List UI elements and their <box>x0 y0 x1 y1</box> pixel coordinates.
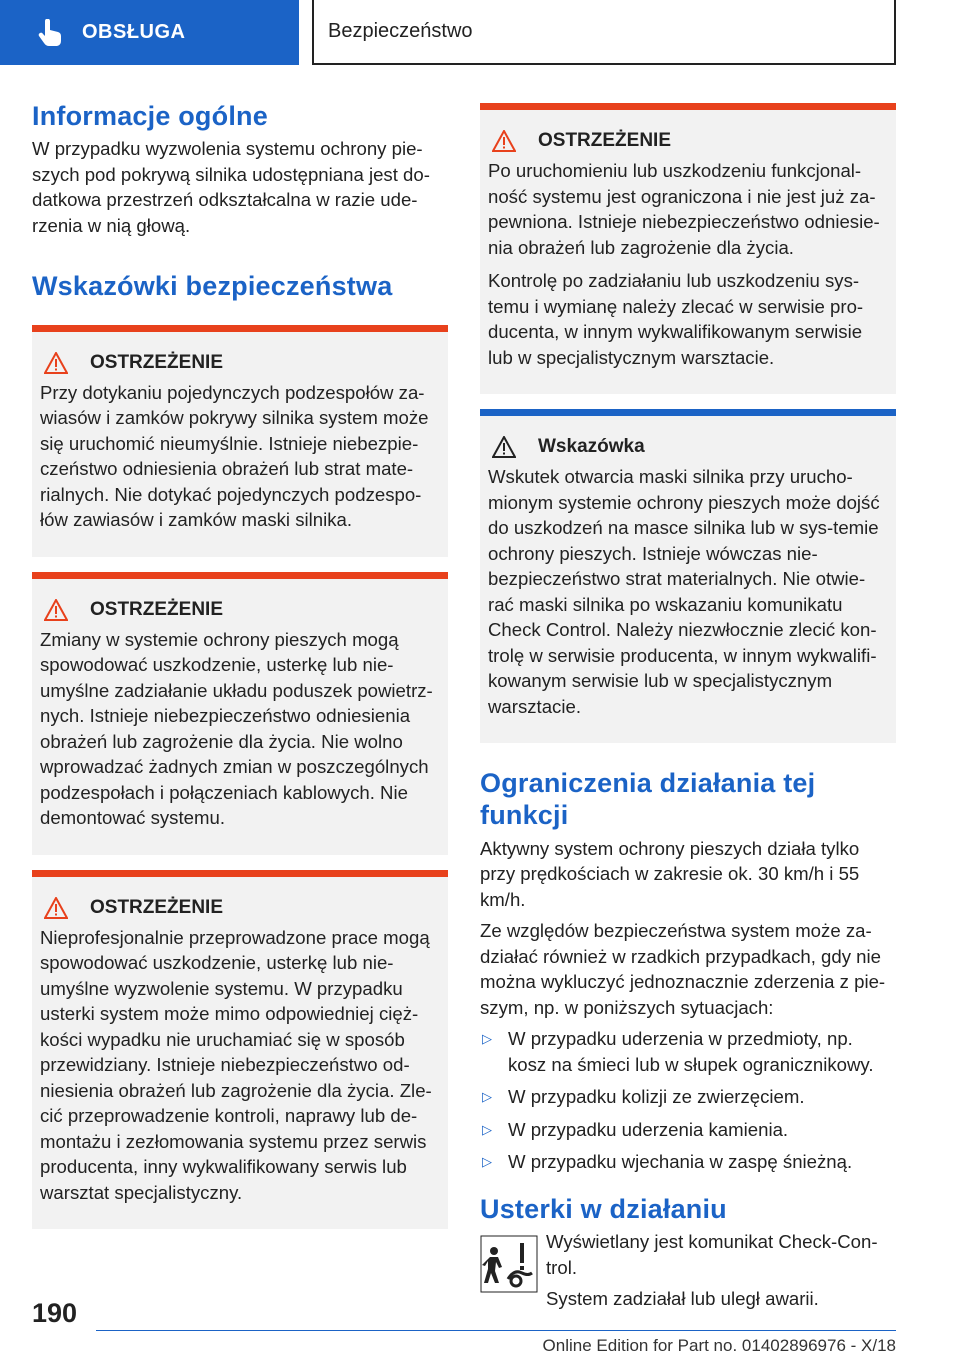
list-item: ▷ W przypadku kolizji ze zwierzęciem. <box>480 1084 896 1110</box>
warning-title: OSTRZEŻENIE <box>90 598 224 620</box>
warning-triangle-icon <box>44 599 68 621</box>
section-label: OBSŁUGA <box>82 21 186 43</box>
heading-limitations: Ograniczenia działania tej funkcji <box>480 768 816 831</box>
fault-message-1: Wyświetlany jest komunikat Check-Con-trol. <box>546 1231 878 1278</box>
note-triangle-icon <box>492 436 516 458</box>
warning-box-3 <box>32 870 448 1230</box>
warning-box-4 <box>480 103 896 394</box>
triangle-bullet-icon: ▷ <box>482 1154 492 1170</box>
warning-box-1 <box>32 325 448 557</box>
fault-message-2: System zadziałał lub uległ awarii. <box>546 1288 819 1310</box>
note-text: Wskutek otwarcia maski silnika przy urucho-mionym systemie ochrony pieszych może dojść do uszkodzeń na masce silnika lub w sys-temie ochrony pieszych. Istnieje wówczas nie-bezpieczeństwo strat materialnych. Nie otwie-rać maski silnika po wskazaniu komunikatu Check Control. Należy niezwłocznie zlecić kon-trolę w serwisie producenta, w innym wykwalifi-kowanym serwisie lub w specjalistycznym warsztacie. <box>488 466 880 717</box>
paragraph-limitations-1: Aktywny system ochrony pieszych działa tylko przy prędkościach w zakresie ok. 30 km/h i 55 km/h. <box>480 837 860 910</box>
triangle-bullet-icon: ▷ <box>482 1121 492 1137</box>
pedestrian-warning-icon <box>480 1235 538 1293</box>
situations-list <box>480 1026 896 1175</box>
warning-text: Po uruchomieniu lub uszkodzeniu funkcjonal-ność systemu jest ograniczona i nie jest już za-pewniona. Istnieje niebezpieczeństwo odniesie-nia obrażeń lub zagrożenie dla życia. <box>488 160 880 258</box>
warning-text: Kontrolę po zadziałaniu lub uszkodzeniu sys-temu i wymianę należy zlecać w serwisie pro-ducenta, w innym wykwalifikowanym serwisie lub w specjalistycznym warsztacie. <box>488 270 864 368</box>
warning-title: OSTRZEŻENIE <box>538 130 672 151</box>
left-column <box>32 100 448 1229</box>
paragraph-limitations-2: Ze względów bezpieczeństwa system może za-działać również w rzadkich przypadkach, gdy nie można wykluczyć jednoznacznie zderzenia z pie-szym, np. w poniższych sytuacjach: <box>480 920 886 1018</box>
hand-pointer-icon <box>38 19 64 47</box>
paragraph-general-info: W przypadku wyzwolenia systemu ochrony pie-szych pod pokrywą silnika udostępniana jest do-datkowa przestrzeń odkształcalna w razie ude-rzenia w nią głową. <box>32 138 430 236</box>
triangle-bullet-icon: ▷ <box>482 1031 492 1047</box>
warning-text: Przy dotykaniu pojedynczych podzespołów za-wiasów i zamków pokrywy silnika system może się uruchomić nieumyślnie. Istnieje niebezpie-czeństwo odniesienia obrażeń lub strat mate-rialnych. Nie dotykać pojedynczych podzespo-łów zawiasów i zamków maski silnika. <box>40 381 429 531</box>
footer-divider <box>96 1330 896 1331</box>
heading-faults: Usterki w działaniu <box>480 1193 727 1224</box>
warning-title: OSTRZEŻENIE <box>90 896 224 918</box>
note-box <box>480 409 896 743</box>
heading-safety-notes: Wskazówki bezpieczeństwa <box>32 271 393 302</box>
list-item: ▷ W przypadku uderzenia kamienia. <box>480 1117 896 1143</box>
warning-triangle-icon <box>44 897 68 919</box>
right-column <box>480 100 896 1312</box>
list-item: ▷ W przypadku wjechania w zaspę śnieżną. <box>480 1149 896 1175</box>
warning-triangle-icon <box>44 352 68 374</box>
warning-text: Zmiany w systemie ochrony pieszych mogą spowodować uszkodzenie, usterkę lub nie-umyślne zadziałanie układu poduszek powietrz-nych. Istnieje niebezpieczeństwo odniesienia obrażeń lub zagrożenie dla życia. Nie wolno wprowadzać żadnych zmian w poszczególnych podzespołach i połączeniach kablowych. Nie demontować systemu. <box>40 628 433 829</box>
section-tab[interactable] <box>0 0 299 65</box>
list-item: ▷ W przypadku uderzenia w przedmioty, np. kosz na śmieci lub w słupek ogranicznikowy. <box>482 1028 874 1075</box>
warning-triangle-icon <box>492 130 516 152</box>
warning-box-2 <box>32 572 448 855</box>
chapter-title: Bezpieczeństwo <box>312 0 896 65</box>
triangle-bullet-icon: ▷ <box>482 1089 492 1105</box>
note-title: Wskazówka <box>538 436 645 457</box>
heading-general-info: Informacje ogólne <box>32 101 268 131</box>
warning-title: OSTRZEŻENIE <box>90 351 224 373</box>
footer-edition: Online Edition for Part no. 01402896976 - X/18 <box>542 1336 896 1355</box>
warning-text: Nieprofesjonalnie przeprowadzone prace mogą spowodować uszkodzenie, usterkę lub nie-umyślne wyzwolenie systemu. W przypadku usterki system może mimo odpowiedniej cięż-kości wypadku nie uruchamiać się w sposób przewidziany. Istnieje niebezpieczeństwo od-niesienia obrażeń lub zagrożenie dla życia. Zle-cić przeprowadzenie kontroli, naprawy lub de-montażu i zezłomowania systemu przez serwis producenta, inny wykwalifikowany serwis lub warsztat specjalistyczny. <box>40 926 432 1203</box>
page-number: 190 <box>32 1298 78 1328</box>
